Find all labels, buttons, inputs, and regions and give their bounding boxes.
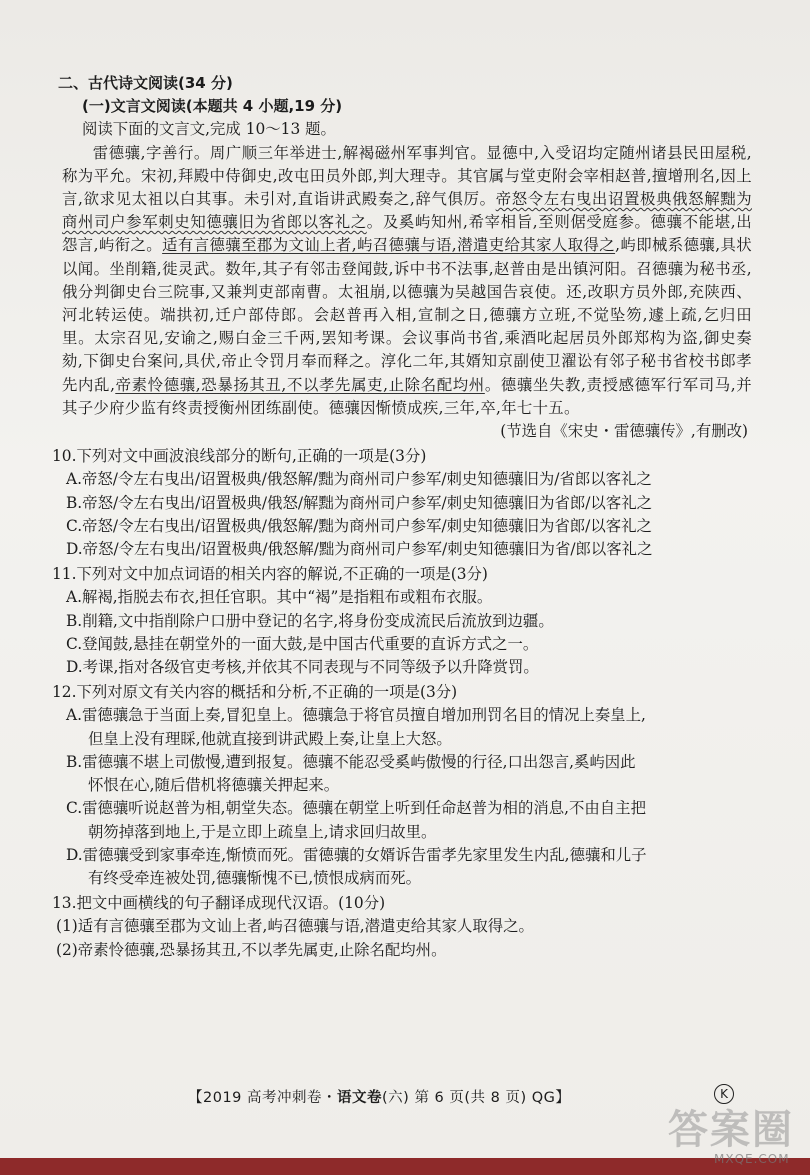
option-d-continued: 有终受牵连被处罚,德骧惭愧不已,愤恨成病而死。 [88,868,421,887]
watermark [668,1108,794,1166]
passage-text: 。德骧坐失教,责授感德军行军司马,并其子少府少监有终责授衡州团练副使。德骧因惭愤成疾,三年,卒,年七十五。 [62,375,752,417]
subject-name: 语文卷 [337,1090,383,1106]
option-c: C.登闻鼓,悬挂在朝堂外的一面大鼓,是中国古代重要的直诉方式之一。 [66,634,539,653]
question-13 [52,892,752,962]
passage-source: (节选自《宋史・雷德骧传》,有删改) [500,422,748,441]
page-footer [188,1086,570,1107]
option-d: D.雷德骧受到家事牵连,惭愤而死。雷德骧的女婿诉告雷孝先家里发生内乱,德骧和儿子 [66,845,647,864]
question-stem: 12.下列对原文有关内容的概括和分析,不正确的一项是(3分) [52,683,458,702]
option-b: B.削籍,文中指削除户口册中登记的名字,将身份变成流民后流放到边疆。 [66,611,554,630]
option-c: C.雷德骧听说赵普为相,朝堂失态。德骧在朝堂上听到任命赵普为相的消息,不由自主把 [66,799,646,818]
question-11 [52,563,752,679]
question-stem: 13.把文中画横线的句子翻译成现代汉语。(10分) [52,894,386,913]
option-a-continued: 但皇上没有理睬,他就直接到讲武殿上奏,让皇上大怒。 [88,729,452,748]
region-code: QG】 [531,1090,571,1106]
underlined-sentence-1: 适有言德骧至郡为文讪上者,屿召德骧与语,潜遣吏给其家人取得之 [162,236,616,255]
passage-text: ,屿即械系德骧,具状以闻。坐削籍,徙灵武。数年,其子有邻击登闻鼓,诉中书不法事,赵普由是出镇河阳。召德骧为秘书丞,俄分判御史台三院事,又兼判吏部南曹。太祖崩,以德骧为吴越国告哀使。还,改职方员外郎,充陕西、河北转运使。端拱初,迁户部侍郎。会赵普再入相,宣制之日,德骧方立班,不觉坠笏,遽上疏,乞归田里。太宗召见,安谕之,赐白金三千两,罢知考课。会议事尚书省,乘酒叱起居员外郎郑构为盗,御史奏劾,下御史台案问,具伏,帝止令罚月奉而释之。淳化二年,其婿知京副使卫濯讼有邻子秘书省校书郎孝先内乱, [62,236,752,394]
option-b-continued: 怀恨在心,随后借机将德骧关押起来。 [88,776,340,795]
question-10 [52,445,752,561]
subsection-title: (一)文言文阅读(本题共 4 小题,19 分) [82,97,343,116]
watermark-url: MXQE.COM [714,1152,790,1166]
underlined-sentence-2: 帝素怜德骧,恐暴扬其丑,不以孝先属吏,止除名配均州 [115,375,485,394]
watermark-text: 答案圈 [668,1107,794,1153]
option-c: C.帝怒/令左右曳出/诏置极典/俄怒解/黜为商州司户参军/刺史知德骧旧为省郎/以客礼之 [66,516,652,535]
option-b: B.雷德骧不堪上司傲慢,遭到报复。德骧不能忍受奚屿傲慢的行径,口出怨言,奚屿因此 [66,752,636,771]
classical-passage [62,142,752,420]
page-number: 第 6 页(共 8 页) [414,1090,527,1106]
translation-item-1: (1)适有言德骧至郡为文讪上者,屿召德骧与语,潜遣吏给其家人取得之。 [56,917,534,936]
question-12 [52,681,752,890]
wavy-underlined-sentence: 帝怒令左右曳出诏置极典俄怒解黜为商州司户参军刺史知德骧旧为省郎以客礼之 [62,190,752,232]
section-title: 二、古代诗文阅读(34 分) [58,74,233,92]
volume-number: (六) [382,1090,410,1106]
option-d: D.帝怒/令左右曳出/诏置极典/俄怒解/黜为商州司户参军/刺史知德骧旧为省/郎以客礼之 [66,540,653,559]
option-c-continued: 朝笏掉落到地上,于是立即上疏皇上,请求回归故里。 [88,822,437,841]
passage-text: 。及奚屿知州,希宰相旨,至则倨受庭参。德骧不能堪,出怨言,屿衔之。 [62,213,752,255]
option-a: A.帝怒/令左右曳出/诏置极典/俄怒解/黜为商州司户参军/刺史知德骧旧为/省郎以客礼之 [66,470,652,489]
exam-content [52,72,752,962]
question-stem: 11.下列对文中加点词语的相关内容的解说,不正确的一项是(3分) [52,565,488,584]
option-b: B.帝怒/令左右曳出/诏置极典/俄怒/解黜为商州司户参军/刺史知德骧旧为省郎/以客礼之 [66,493,652,512]
reading-instruction: 阅读下面的文言文,完成 10～13 题。 [82,120,336,139]
option-d: D.考课,指对各级官吏考核,并依其不同表现与不同等级予以升降赏罚。 [66,658,539,677]
question-stem: 10.下列对文中画波浪线部分的断句,正确的一项是(3分) [52,447,427,466]
k-circle-icon: K [714,1084,734,1104]
passage-text: 雷德骧,字善行。周广顺三年举进士,解褐磁州军事判官。显德中,入受诏均定随州诸县民田屋税,称为平允。宋初,拜殿中侍御史,改屯田员外郎,判大理寺。其官属与堂吏附会宰相赵普,擅增刑名,因上言,欲求见太祖以白其事。未引对,直诣讲武殿奏之,辞气俱厉。 [62,143,752,209]
translation-item-2: (2)帝素怜德骧,恐暴扬其丑,不以孝先属吏,止除名配均州。 [56,940,447,959]
option-a: A.解褐,指脱去布衣,担任官职。其中“褐”是指粗布或粗布衣服。 [66,588,493,607]
option-a: A.雷德骧急于当面上奏,冒犯皇上。德骧急于将官员擅自增加刑罚名目的情况上奏皇上, [66,706,646,725]
exam-name: 【2019 高考冲刺卷・ [188,1090,338,1106]
